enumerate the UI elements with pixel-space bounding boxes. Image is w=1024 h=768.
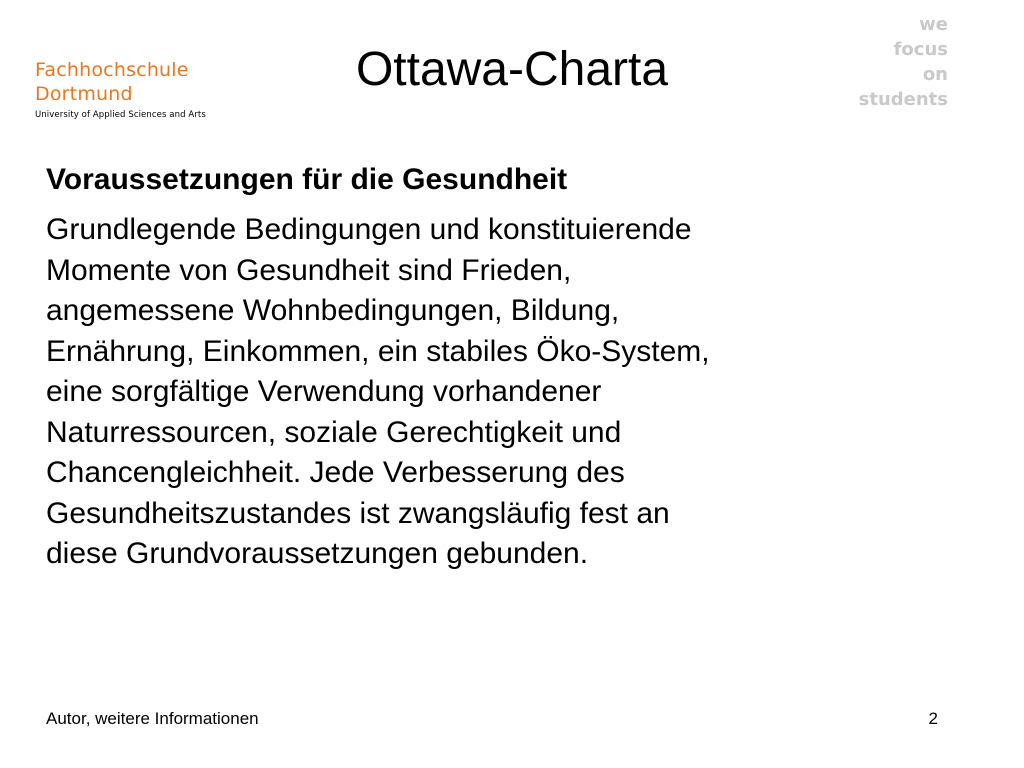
- body-line: angemessene Wohnbedingungen, Bildung,: [46, 294, 620, 327]
- logo-subtitle: University of Applied Sciences and Arts: [35, 110, 206, 120]
- slogan-line: on: [922, 64, 948, 85]
- body-line: Momente von Gesundheit sind Frieden,: [46, 253, 572, 287]
- slogan-line: students: [858, 89, 948, 110]
- body-line: Ernährung, Einkommen, ein stabiles Öko-System,: [46, 334, 710, 368]
- body-line: eine sorgfältige Verwendung vorhandener: [46, 375, 602, 408]
- logo-name-line1: Fachhochschule: [35, 59, 189, 81]
- page-number: 2: [928, 709, 938, 728]
- slogan-line: we: [919, 14, 948, 35]
- slogan-line: focus: [893, 39, 948, 60]
- slogan: [859, 12, 948, 112]
- body-line: Chancengleichheit. Jede Verbesserung des: [46, 456, 625, 489]
- slide-title: Ottawa-Charta: [355, 43, 669, 96]
- logo-name-line2: Dortmund: [35, 83, 133, 105]
- footer-author: Autor, weitere Informationen: [46, 709, 259, 728]
- section-heading: Voraussetzungen für die Gesundheit: [46, 163, 568, 196]
- body-line: Gesundheitszustandes ist zwangsläufig fest an: [46, 496, 670, 530]
- body-line: Grundlegende Bedingungen und konstituierende: [46, 213, 692, 246]
- body-paragraph: [46, 210, 966, 575]
- body-line: Naturressourcen, soziale Gerechtigkeit und: [46, 415, 622, 449]
- body-line: diese Grundvoraussetzungen gebunden.: [46, 537, 589, 570]
